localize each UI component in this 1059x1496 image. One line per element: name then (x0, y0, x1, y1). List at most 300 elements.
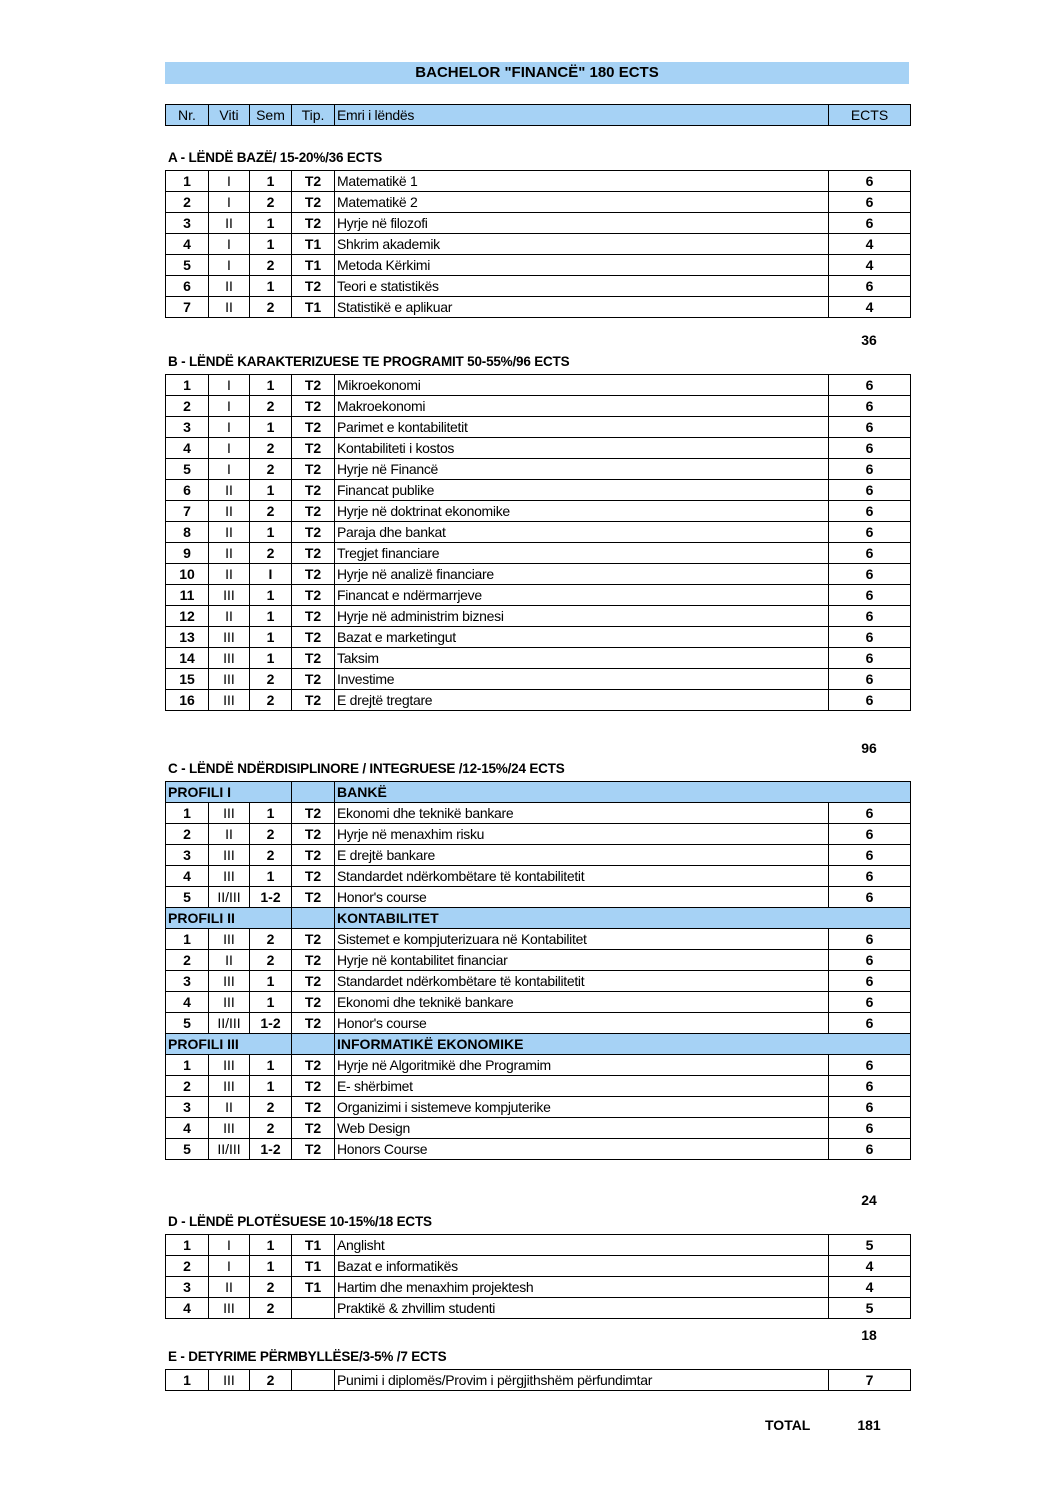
cell-ects: 6 (829, 1139, 911, 1160)
cell-viti: II (209, 297, 250, 318)
table-row (166, 845, 911, 866)
cell-course-name: Teori e statistikës (335, 276, 829, 297)
cell-nr: 16 (166, 690, 209, 711)
table-row (166, 297, 911, 318)
cell-tip: T2 (292, 1055, 335, 1076)
cell-nr: 1 (166, 1055, 209, 1076)
cell-ects: 6 (829, 866, 911, 887)
cell-tip: T1 (292, 234, 335, 255)
profile-name: INFORMATIKË EKONOMIKE (335, 1034, 911, 1055)
cell-nr: 2 (166, 396, 209, 417)
cell-sem: I (250, 564, 292, 585)
cell-tip: T2 (292, 992, 335, 1013)
cell-nr: 3 (166, 417, 209, 438)
cell-sem: 2 (250, 690, 292, 711)
cell-nr: 13 (166, 627, 209, 648)
profile-blank-cell (292, 908, 335, 929)
cell-viti: II (209, 276, 250, 297)
cell-course-name: E drejtë bankare (335, 845, 829, 866)
table-row (166, 606, 911, 627)
cell-ects: 6 (829, 669, 911, 690)
table-row (166, 459, 911, 480)
cell-nr: 2 (166, 950, 209, 971)
cell-sem: 2 (250, 845, 292, 866)
page-title: BACHELOR "FINANCË" 180 ECTS (165, 62, 909, 84)
table-row (166, 950, 911, 971)
cell-sem: 1 (250, 866, 292, 887)
cell-course-name: Ekonomi dhe teknikë bankare (335, 992, 829, 1013)
cell-nr: 7 (166, 297, 209, 318)
cell-viti: II (209, 213, 250, 234)
cell-ects: 6 (829, 824, 911, 845)
cell-viti: III (209, 690, 250, 711)
cell-nr: 5 (166, 1013, 209, 1034)
cell-sem: 1 (250, 171, 292, 192)
cell-nr: 3 (166, 845, 209, 866)
table-row (166, 522, 911, 543)
cell-nr: 1 (166, 1370, 209, 1391)
cell-tip: T2 (292, 213, 335, 234)
table-row (166, 1277, 911, 1298)
cell-nr: 5 (166, 887, 209, 908)
profile-name: BANKË (335, 782, 911, 803)
cell-nr: 5 (166, 255, 209, 276)
cell-viti: I (209, 417, 250, 438)
cell-ects: 6 (829, 543, 911, 564)
cell-ects: 6 (829, 585, 911, 606)
cell-tip: T2 (292, 824, 335, 845)
profile-label: PROFILI III (166, 1034, 292, 1055)
cell-viti: III (209, 1118, 250, 1139)
profile-label: PROFILI I (166, 782, 292, 803)
cell-nr: 3 (166, 213, 209, 234)
cell-ects: 6 (829, 845, 911, 866)
cell-viti: II/III (209, 1013, 250, 1034)
cell-tip: T2 (292, 396, 335, 417)
cell-sem: 2 (250, 929, 292, 950)
cell-course-name: Parimet e kontabilitetit (335, 417, 829, 438)
header-name: Emri i lëndës (335, 105, 829, 126)
cell-course-name: Standardet ndërkombëtare të kontabilitetit (335, 971, 829, 992)
table-row (166, 824, 911, 845)
cell-ects: 6 (829, 950, 911, 971)
cell-ects: 6 (829, 522, 911, 543)
cell-course-name: Hyrje në analizë financiare (335, 564, 829, 585)
table-row (166, 690, 911, 711)
table-row (166, 1013, 911, 1034)
section-c-title: C - LËNDË NDËRDISIPLINORE / INTEGRUESE /12-15%/24 ECTS (168, 761, 565, 776)
cell-nr: 8 (166, 522, 209, 543)
cell-course-name: Honors Course (335, 1139, 829, 1160)
table-row (166, 276, 911, 297)
cell-viti: I (209, 438, 250, 459)
cell-nr: 1 (166, 1235, 209, 1256)
cell-viti: III (209, 992, 250, 1013)
table-row (166, 971, 911, 992)
cell-nr: 14 (166, 648, 209, 669)
cell-sem: 2 (250, 1298, 292, 1319)
table-row (166, 213, 911, 234)
header-nr: Nr. (166, 105, 209, 126)
cell-sem: 1 (250, 1076, 292, 1097)
cell-sem: 1 (250, 971, 292, 992)
section-b-title: B - LËNDË KARAKTERIZUESE TE PROGRAMIT 50-55%/96 ECTS (168, 354, 570, 369)
cell-nr: 5 (166, 1139, 209, 1160)
cell-sem: 1 (250, 276, 292, 297)
cell-viti: I (209, 459, 250, 480)
cell-course-name: Honor's course (335, 887, 829, 908)
section-a-subtotal: 36 (861, 332, 877, 348)
table-row (166, 992, 911, 1013)
cell-sem: 1 (250, 992, 292, 1013)
cell-viti: III (209, 669, 250, 690)
cell-tip: T1 (292, 1277, 335, 1298)
header-viti: Viti (209, 105, 250, 126)
section-d-table (165, 1234, 911, 1319)
cell-viti: I (209, 192, 250, 213)
cell-course-name: Hyrje në Algoritmikë dhe Programim (335, 1055, 829, 1076)
table-row (166, 255, 911, 276)
cell-course-name: Financat publike (335, 480, 829, 501)
cell-sem: 2 (250, 1277, 292, 1298)
cell-sem: 2 (250, 192, 292, 213)
cell-course-name: Metoda Kërkimi (335, 255, 829, 276)
cell-nr: 6 (166, 480, 209, 501)
table-row (166, 1097, 911, 1118)
cell-sem: 1 (250, 480, 292, 501)
cell-viti: I (209, 1235, 250, 1256)
profile-header-row (166, 782, 911, 803)
cell-tip (292, 1298, 335, 1319)
cell-ects: 6 (829, 1076, 911, 1097)
cell-ects: 6 (829, 213, 911, 234)
cell-viti: I (209, 375, 250, 396)
cell-tip: T2 (292, 501, 335, 522)
cell-nr: 11 (166, 585, 209, 606)
cell-tip: T1 (292, 1256, 335, 1277)
table-row (166, 417, 911, 438)
cell-viti: III (209, 866, 250, 887)
cell-tip: T2 (292, 845, 335, 866)
cell-course-name: Investime (335, 669, 829, 690)
table-row (166, 396, 911, 417)
cell-course-name: Financat e ndërmarrjeve (335, 585, 829, 606)
cell-sem: 1 (250, 1055, 292, 1076)
cell-tip: T2 (292, 690, 335, 711)
cell-tip: T2 (292, 1118, 335, 1139)
cell-sem: 2 (250, 297, 292, 318)
cell-viti: I (209, 396, 250, 417)
table-row (166, 1076, 911, 1097)
profile-header-row (166, 908, 911, 929)
cell-course-name: Ekonomi dhe teknikë bankare (335, 803, 829, 824)
cell-sem: 2 (250, 1097, 292, 1118)
section-c-table (165, 781, 911, 1160)
table-row (166, 543, 911, 564)
cell-ects: 6 (829, 606, 911, 627)
table-row (166, 438, 911, 459)
cell-viti: II (209, 480, 250, 501)
section-c-subtotal: 24 (861, 1192, 877, 1208)
profile-blank-cell (292, 1034, 335, 1055)
cell-course-name: Sistemet e kompjuterizuara në Kontabilitet (335, 929, 829, 950)
header-ects: ECTS (829, 105, 911, 126)
cell-sem: 2 (250, 396, 292, 417)
cell-sem: 1-2 (250, 1139, 292, 1160)
cell-sem: 2 (250, 950, 292, 971)
cell-sem: 2 (250, 438, 292, 459)
header-sem: Sem (250, 105, 292, 126)
cell-nr: 4 (166, 1298, 209, 1319)
cell-sem: 1 (250, 648, 292, 669)
cell-ects: 6 (829, 171, 911, 192)
table-row (166, 627, 911, 648)
cell-nr: 10 (166, 564, 209, 585)
cell-ects: 6 (829, 627, 911, 648)
cell-ects: 6 (829, 1118, 911, 1139)
cell-ects: 6 (829, 396, 911, 417)
section-b-subtotal: 96 (861, 740, 877, 756)
cell-course-name: Tregjet financiare (335, 543, 829, 564)
cell-ects: 6 (829, 276, 911, 297)
cell-course-name: Hyrje në menaxhim risku (335, 824, 829, 845)
cell-nr: 4 (166, 992, 209, 1013)
cell-ects: 6 (829, 648, 911, 669)
cell-nr: 1 (166, 375, 209, 396)
cell-tip: T2 (292, 1097, 335, 1118)
cell-ects: 6 (829, 192, 911, 213)
cell-nr: 4 (166, 438, 209, 459)
cell-nr: 2 (166, 1256, 209, 1277)
cell-viti: III (209, 971, 250, 992)
cell-ects: 6 (829, 971, 911, 992)
cell-tip: T2 (292, 564, 335, 585)
cell-viti: III (209, 1370, 250, 1391)
cell-ects: 6 (829, 803, 911, 824)
cell-sem: 2 (250, 459, 292, 480)
cell-tip: T2 (292, 1076, 335, 1097)
cell-nr: 2 (166, 1076, 209, 1097)
cell-nr: 12 (166, 606, 209, 627)
cell-ects: 6 (829, 887, 911, 908)
cell-tip: T2 (292, 606, 335, 627)
cell-viti: II (209, 501, 250, 522)
cell-course-name: Anglisht (335, 1235, 829, 1256)
section-b-table (165, 374, 911, 711)
cell-course-name: E- shërbimet (335, 1076, 829, 1097)
cell-ects: 6 (829, 438, 911, 459)
section-d-title: D - LËNDË PLOTËSUESE 10-15%/18 ECTS (168, 1214, 432, 1229)
cell-viti: III (209, 648, 250, 669)
profile-header-row (166, 1034, 911, 1055)
table-row (166, 887, 911, 908)
cell-sem: 1 (250, 627, 292, 648)
cell-course-name: Taksim (335, 648, 829, 669)
cell-tip: T1 (292, 255, 335, 276)
cell-viti: II (209, 564, 250, 585)
cell-viti: II (209, 543, 250, 564)
cell-ects: 4 (829, 1277, 911, 1298)
section-e-table (165, 1369, 911, 1391)
cell-sem: 1 (250, 1235, 292, 1256)
cell-tip: T2 (292, 803, 335, 824)
cell-viti: I (209, 171, 250, 192)
cell-viti: III (209, 585, 250, 606)
cell-sem: 2 (250, 669, 292, 690)
table-row (166, 1118, 911, 1139)
cell-ects: 6 (829, 564, 911, 585)
table-row (166, 1298, 911, 1319)
cell-viti: III (209, 1055, 250, 1076)
table-row (166, 1256, 911, 1277)
cell-nr: 1 (166, 803, 209, 824)
cell-sem: 1 (250, 585, 292, 606)
cell-tip: T2 (292, 971, 335, 992)
cell-tip: T2 (292, 459, 335, 480)
total-label: TOTAL (765, 1417, 811, 1433)
cell-course-name: Honor's course (335, 1013, 829, 1034)
cell-viti: III (209, 929, 250, 950)
cell-nr: 2 (166, 824, 209, 845)
cell-course-name: Punimi i diplomës/Provim i përgjithshëm përfundimtar (335, 1370, 829, 1391)
cell-nr: 1 (166, 929, 209, 950)
cell-nr: 6 (166, 276, 209, 297)
cell-viti: II (209, 824, 250, 845)
header-tip: Tip. (292, 105, 335, 126)
cell-sem: 1-2 (250, 1013, 292, 1034)
table-row (166, 192, 911, 213)
cell-ects: 6 (829, 459, 911, 480)
table-row (166, 480, 911, 501)
cell-course-name: Statistikë e aplikuar (335, 297, 829, 318)
header-row (166, 105, 911, 126)
cell-nr: 1 (166, 171, 209, 192)
cell-tip: T2 (292, 438, 335, 459)
cell-tip: T2 (292, 276, 335, 297)
cell-tip: T2 (292, 866, 335, 887)
cell-sem: 1-2 (250, 887, 292, 908)
cell-sem: 2 (250, 1118, 292, 1139)
cell-ects: 6 (829, 480, 911, 501)
cell-tip: T2 (292, 887, 335, 908)
table-row (166, 234, 911, 255)
cell-viti: II (209, 522, 250, 543)
cell-nr: 2 (166, 192, 209, 213)
cell-tip: T2 (292, 522, 335, 543)
cell-course-name: Matematikë 2 (335, 192, 829, 213)
cell-course-name: Hyrje në administrim biznesi (335, 606, 829, 627)
cell-viti: II (209, 606, 250, 627)
cell-tip: T2 (292, 585, 335, 606)
cell-tip: T2 (292, 417, 335, 438)
cell-ects: 6 (829, 992, 911, 1013)
section-a-table (165, 170, 911, 318)
cell-tip: T2 (292, 669, 335, 690)
cell-tip: T2 (292, 929, 335, 950)
cell-nr: 3 (166, 1097, 209, 1118)
cell-ects: 4 (829, 1256, 911, 1277)
table-row (166, 171, 911, 192)
cell-viti: I (209, 255, 250, 276)
cell-ects: 6 (829, 1055, 911, 1076)
table-row (166, 929, 911, 950)
cell-tip: T1 (292, 297, 335, 318)
cell-ects: 6 (829, 501, 911, 522)
table-row (166, 585, 911, 606)
cell-course-name: Praktikë & zhvillim studenti (335, 1298, 829, 1319)
table-row (166, 803, 911, 824)
cell-tip: T2 (292, 627, 335, 648)
cell-ects: 6 (829, 1097, 911, 1118)
cell-course-name: Hyrje në filozofi (335, 213, 829, 234)
table-row (166, 669, 911, 690)
cell-tip: T2 (292, 648, 335, 669)
cell-tip: T2 (292, 375, 335, 396)
cell-sem: 2 (250, 1370, 292, 1391)
cell-course-name: Kontabiliteti i kostos (335, 438, 829, 459)
cell-sem: 2 (250, 543, 292, 564)
cell-sem: 1 (250, 1256, 292, 1277)
cell-sem: 1 (250, 803, 292, 824)
cell-viti: III (209, 1298, 250, 1319)
cell-sem: 1 (250, 417, 292, 438)
cell-sem: 2 (250, 501, 292, 522)
cell-tip: T2 (292, 480, 335, 501)
profile-name: KONTABILITET (335, 908, 911, 929)
cell-course-name: Mikroekonomi (335, 375, 829, 396)
cell-viti: III (209, 803, 250, 824)
section-d-subtotal: 18 (861, 1327, 877, 1343)
cell-sem: 1 (250, 606, 292, 627)
cell-sem: 1 (250, 234, 292, 255)
cell-ects: 4 (829, 297, 911, 318)
table-row (166, 648, 911, 669)
cell-ects: 6 (829, 929, 911, 950)
cell-course-name: Hyrje në doktrinat ekonomike (335, 501, 829, 522)
cell-sem: 1 (250, 213, 292, 234)
cell-ects: 6 (829, 1013, 911, 1034)
cell-nr: 4 (166, 234, 209, 255)
total-value: 181 (857, 1417, 881, 1433)
cell-tip: T2 (292, 192, 335, 213)
cell-viti: II/III (209, 887, 250, 908)
cell-nr: 5 (166, 459, 209, 480)
cell-nr: 3 (166, 971, 209, 992)
cell-course-name: Paraja dhe bankat (335, 522, 829, 543)
cell-course-name: Matematikë 1 (335, 171, 829, 192)
cell-tip: T2 (292, 171, 335, 192)
table-row (166, 1370, 911, 1391)
cell-sem: 1 (250, 522, 292, 543)
cell-tip: T2 (292, 950, 335, 971)
profile-blank-cell (292, 782, 335, 803)
cell-course-name: Hyrje në Financë (335, 459, 829, 480)
cell-sem: 1 (250, 375, 292, 396)
cell-ects: 6 (829, 690, 911, 711)
cell-tip (292, 1370, 335, 1391)
profile-label: PROFILI II (166, 908, 292, 929)
cell-viti: II (209, 1097, 250, 1118)
cell-course-name: Organizimi i sistemeve kompjuterike (335, 1097, 829, 1118)
cell-course-name: Bazat e marketingut (335, 627, 829, 648)
section-e-title: E - DETYRIME PËRMBYLLËSE/3-5% /7 ECTS (168, 1349, 447, 1364)
cell-nr: 7 (166, 501, 209, 522)
cell-course-name: Makroekonomi (335, 396, 829, 417)
cell-viti: I (209, 1256, 250, 1277)
table-row (166, 501, 911, 522)
table-row (166, 564, 911, 585)
cell-course-name: Bazat e informatikës (335, 1256, 829, 1277)
